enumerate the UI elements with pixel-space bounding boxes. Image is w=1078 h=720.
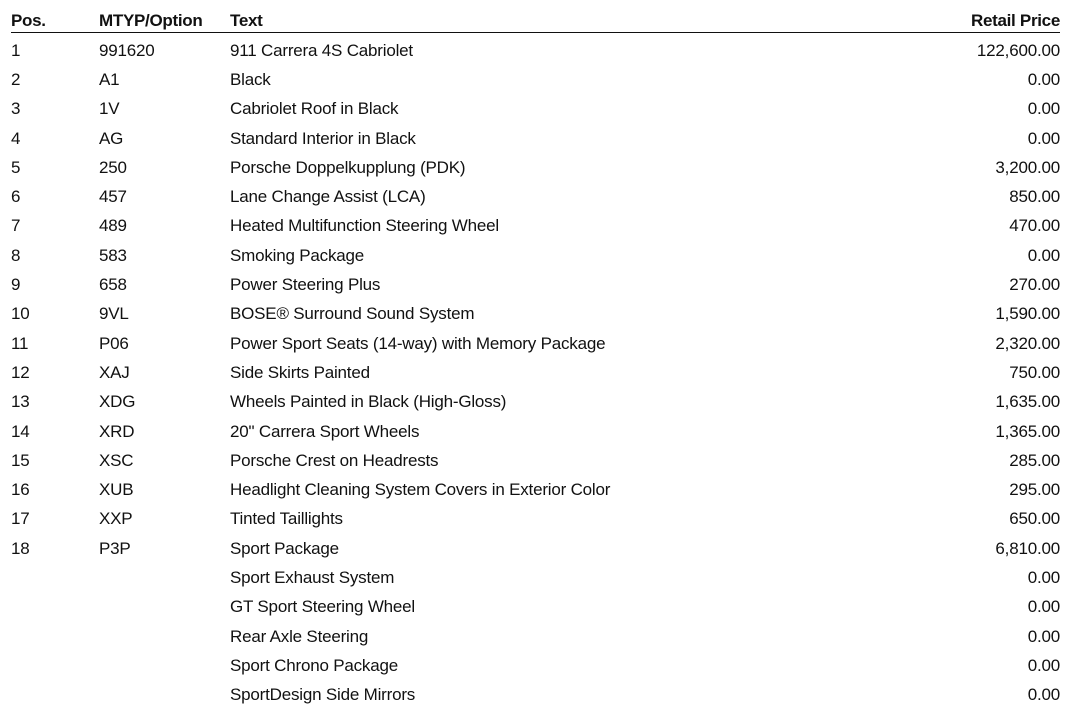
row-price: 1,365.00 <box>995 421 1060 441</box>
row-pos: 11 <box>11 333 29 353</box>
row-pos: 6 <box>11 187 21 207</box>
row-text: SportDesign Side Mirrors <box>230 685 416 705</box>
row-code: XDG <box>99 392 136 412</box>
row-price: 0.00 <box>1027 567 1060 587</box>
row-code: XUB <box>99 480 134 500</box>
row-text: Tinted Taillights <box>230 509 343 529</box>
row-code: XXP <box>99 509 133 529</box>
row-text: Wheels Painted in Black (High-Gloss) <box>230 392 507 412</box>
row-pos: 15 <box>11 450 30 470</box>
row-pos: 18 <box>11 538 30 558</box>
row-text: Sport Exhaust System <box>230 567 395 587</box>
row-pos: 4 <box>11 128 21 148</box>
row-pos: 5 <box>11 157 21 177</box>
table-row <box>11 241 1060 270</box>
table-row <box>11 153 1060 182</box>
row-price: 2,320.00 <box>995 333 1060 353</box>
row-price: 0.00 <box>1027 99 1060 119</box>
table-row <box>11 593 1060 622</box>
row-text: Lane Change Assist (LCA) <box>230 187 426 207</box>
header-text: Text <box>230 11 263 30</box>
table-row <box>11 505 1060 534</box>
row-code: AG <box>99 128 124 148</box>
row-code: 991620 <box>99 40 155 60</box>
row-code: 583 <box>99 245 127 265</box>
row-code: 250 <box>99 157 127 177</box>
table-row <box>11 124 1060 153</box>
row-text: Rear Axle Steering <box>230 626 369 646</box>
row-code: P06 <box>99 333 129 353</box>
table-row <box>11 651 1060 680</box>
row-text: Power Sport Seats (14-way) with Memory Package <box>230 333 606 353</box>
row-code: XRD <box>99 421 135 441</box>
row-text: Heated Multifunction Steering Wheel <box>230 216 499 236</box>
row-text: Sport Package <box>230 538 339 558</box>
table-row <box>11 417 1060 446</box>
table-row <box>11 475 1060 504</box>
table-row <box>11 388 1060 417</box>
table-row <box>11 36 1060 65</box>
row-code: 457 <box>99 187 127 207</box>
table-header <box>11 10 1060 33</box>
table-row <box>11 534 1060 563</box>
row-pos: 3 <box>11 99 21 119</box>
row-price: 470.00 <box>1009 216 1060 236</box>
row-price: 0.00 <box>1027 69 1060 89</box>
table-row <box>11 563 1060 592</box>
row-code: P3P <box>99 538 131 558</box>
row-text: Side Skirts Painted <box>230 362 370 382</box>
row-pos: 13 <box>11 392 30 412</box>
row-price: 3,200.00 <box>995 157 1060 177</box>
row-pos: 7 <box>11 216 21 236</box>
table-row <box>11 300 1060 329</box>
row-pos: 10 <box>11 304 30 324</box>
table-row <box>11 681 1060 710</box>
row-code: A1 <box>99 69 120 89</box>
row-code: XAJ <box>99 362 130 382</box>
table-row <box>11 182 1060 211</box>
row-code: 1V <box>99 99 120 119</box>
header-code: MTYP/Option <box>99 11 203 30</box>
row-pos: 8 <box>11 245 21 265</box>
row-text: Black <box>230 69 271 89</box>
row-price: 650.00 <box>1009 509 1060 529</box>
row-pos: 9 <box>11 275 21 295</box>
row-pos: 16 <box>11 480 30 500</box>
row-text: BOSE® Surround Sound System <box>230 304 475 324</box>
row-text: Cabriolet Roof in Black <box>230 99 399 119</box>
row-pos: 2 <box>11 69 21 89</box>
row-code: 658 <box>99 275 127 295</box>
table-row <box>11 329 1060 358</box>
row-price: 0.00 <box>1027 128 1060 148</box>
row-pos: 17 <box>11 509 30 529</box>
table-row <box>11 212 1060 241</box>
row-price: 1,635.00 <box>995 392 1060 412</box>
table-row <box>11 65 1060 94</box>
row-price: 285.00 <box>1009 450 1060 470</box>
row-price: 122,600.00 <box>976 40 1060 60</box>
row-price: 750.00 <box>1009 362 1060 382</box>
row-text: Sport Chrono Package <box>230 655 398 675</box>
row-text: Standard Interior in Black <box>230 128 416 148</box>
row-text: GT Sport Steering Wheel <box>230 597 416 617</box>
header-price: Retail Price <box>970 11 1060 30</box>
header-pos: Pos. <box>11 11 46 30</box>
table-row <box>11 622 1060 651</box>
row-text: Headlight Cleaning System Covers in Exterior Color <box>230 480 611 500</box>
row-price: 850.00 <box>1009 187 1060 207</box>
row-text: Power Steering Plus <box>230 275 381 295</box>
table-row <box>11 270 1060 299</box>
row-price: 6,810.00 <box>995 538 1060 558</box>
row-price: 0.00 <box>1027 626 1060 646</box>
row-pos: 1 <box>11 40 21 60</box>
row-price: 0.00 <box>1027 597 1060 617</box>
row-code: 489 <box>99 216 127 236</box>
row-price: 0.00 <box>1027 245 1060 265</box>
row-text: 911 Carrera 4S Cabriolet <box>230 40 413 60</box>
table-row <box>11 95 1060 124</box>
row-code: 9VL <box>99 304 129 324</box>
row-price: 0.00 <box>1027 685 1060 705</box>
row-price: 270.00 <box>1009 275 1060 295</box>
row-price: 1,590.00 <box>995 304 1060 324</box>
row-code: XSC <box>99 450 134 470</box>
row-text: Porsche Doppelkupplung (PDK) <box>230 157 466 177</box>
row-text: Porsche Crest on Headrests <box>230 450 439 470</box>
table-row <box>11 446 1060 475</box>
table-row <box>11 358 1060 387</box>
row-text: Smoking Package <box>230 245 365 265</box>
table-body <box>11 36 1060 710</box>
row-price: 295.00 <box>1009 480 1060 500</box>
row-price: 0.00 <box>1027 655 1060 675</box>
row-text: 20" Carrera Sport Wheels <box>230 421 420 441</box>
row-pos: 14 <box>11 421 30 441</box>
row-pos: 12 <box>11 362 30 382</box>
